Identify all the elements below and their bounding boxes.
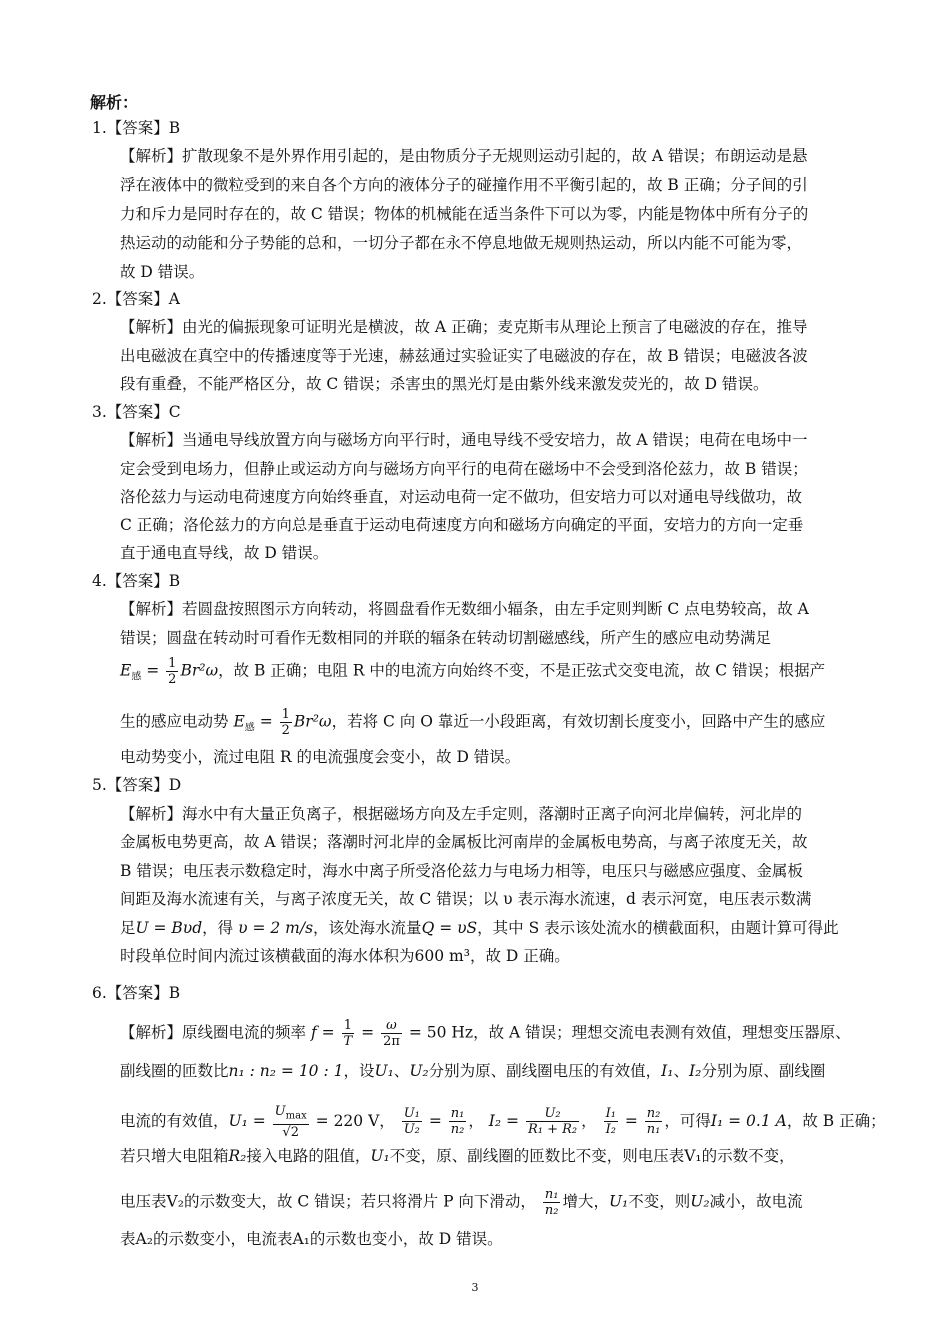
explanation-line: 错误；圆盘在转动时可看作无数相同的并联的辐条在转动切割磁感线，所产生的感应电动势满足 (120, 629, 772, 647)
explanation-line: 若只增大电阻箱R₂接入电路的阻值，U₁不变，原、副线圈的匝数比不变，则电压表V₁的示数不变， (120, 1147, 795, 1165)
explanation-line: 电压表V₂的示数变大，故 C 错误；若只将滑片 P 向下滑动， $\frac{\text{n₁}}{\text{n₂}}$ 增大，U₁不变，则U₂减小，故电流 (120, 1187, 803, 1218)
explanation-line: 段有重叠，不能严格区分，故 C 错误；杀害虫的黑光灯是由紫外线来激发荧光的，故 D 错误。 (120, 375, 769, 393)
explanation-line: 电动势变小，流过电阻 R 的电流强度会变小，故 D 错误。 (120, 748, 521, 766)
fraction-half: $\frac{1}{2}$ (168, 656, 177, 687)
explanation-line: 【解析】由光的偏振现象可证明光是横波，故 A 正确；麦克斯韦从理论上预言了电磁波的存在，推导 (120, 318, 808, 336)
section-heading: 解析： (90, 93, 139, 112)
page-number: 3 (471, 1281, 479, 1294)
explanation-line: 出电磁波在真空中的传播速度等于光速，赫兹通过实验证实了电磁波的存在，故 B 错误；电磁波各波 (120, 347, 808, 365)
answer-2: 2.【答案】A (92, 290, 180, 308)
explanation-line: 热运动的动能和分子势能的总和，一切分子都在永不停息地做无规则热运动，所以内能不可能为零， (120, 234, 803, 252)
fraction-half: $\frac{1}{2}$ (281, 707, 290, 738)
explanation-line: 故 D 错误。 (120, 263, 205, 281)
explanation-line: 洛伦兹力与运动电荷速度方向始终垂直，对运动电荷一定不做功，但安培力可以对通电导线做功，故 (120, 488, 803, 506)
explanation-line: B 错误；电压表示数稳定时，海水中离子所受洛伦兹力与电场力相等，电压只与磁感应强度、金属板 (120, 862, 803, 880)
explanation-line: 【解析】当通电导线放置方向与磁场方向平行时，通电导线不受安培力，故 A 错误；电荷在电场中一 (120, 431, 808, 449)
explanation-line: 直于通电直导线，故 D 错误。 (120, 544, 329, 562)
explanation-line: 【解析】扩散现象不是外界作用引起的，是由物质分子无规则运动引起的，故 A 错误；布朗运动是悬 (120, 147, 808, 165)
explanation-line: 金属板电势更高，故 A 错误；落潮时河北岸的金属板比河南岸的金属板电势高，与离子浓度无关，故 (120, 833, 808, 851)
explanation-line: 浮在液体中的微粒受到的来自各个方向的液体分子的碰撞作用不平衡引起的，故 B 正确；分子间的引 (120, 176, 808, 194)
explanation-line: 表A₂的示数变小，电流表A₁的示数也变小，故 D 错误。 (120, 1230, 503, 1248)
explanation-line: 足U = Bυd，得 υ = 2 m/s，该处海水流量Q = υS，其中 S 表示该处流水的横截面积，由题计算可得此 (120, 919, 839, 937)
explanation-line: 定会受到电场力，但静止或运动方向与磁场方向平行的电荷在磁场中不会受到洛伦兹力，故 B 错误； (120, 460, 808, 478)
explanation-line: 【解析】海水中有大量正负离子，根据磁场方向及左手定则，落潮时正离子向河北岸偏转，河北岸的 (120, 805, 803, 823)
explanation-line: 生的感应电动势 $E_感$ = $\frac{1}{2}$ Br²ω，若将 C 向 O 靠近一小段距离，有效切割长度变小，回路中产生的感应 (120, 707, 826, 738)
explanation-line: 副线圈的匝数比n₁ : n₂ = 10 : 1，设U₁、U₂分别为原、副线圈电压的有效值，I₁、I₂分别为原、副线圈 (120, 1062, 826, 1080)
explanation-line: 时段单位时间内流过该横截面的海水体积为600 m³，故 D 正确。 (120, 947, 570, 965)
explanation-line: 力和斥力是同时存在的，故 C 错误；物体的机械能在适当条件下可以为零，内能是物体中所有分子的 (120, 205, 809, 223)
answer-6: 6.【答案】B (92, 984, 181, 1002)
explanation-line: 【解析】若圆盘按照图示方向转动，将圆盘看作无数细小辐条，由左手定则判断 C 点电势较高，故 A (120, 600, 809, 618)
explanation-line: $E_感$ = $\frac{1}{2}$ Br²ω，故 B 正确；电阻 R 中的电流方向始终不变，不是正弦式交变电流，故 C 错误；根据产 (120, 656, 826, 687)
explanation-line: 间距及海水流速有关，与离子浓度无关，故 C 错误；以 υ 表示海水流速，d 表示河宽，电压表示数满 (120, 890, 812, 908)
answer-5: 5.【答案】D (92, 776, 182, 794)
answer-3: 3.【答案】C (92, 403, 181, 421)
explanation-line: 【解析】原线圈电流的频率 f = $\frac{1}{T}$ = $\frac{\omega}{2\pi}$ = 50 Hz，故 A 错误；理想交流电表测有效值，理想变压器原、 (120, 1018, 851, 1049)
answer-1: 1.【答案】B (92, 119, 181, 137)
answer-4: 4.【答案】B (92, 572, 181, 590)
explanation-line: C 正确；洛伦兹力的方向总是垂直于运动电荷速度方向和磁场方向确定的平面，安培力的方向一定垂 (120, 516, 804, 534)
explanation-line: 电流的有效值，U₁ = $\frac{U_{max}}{√2}$ = 220 V， $\frac{\text{U₁}}{\text{U₂}}$ = $\frac{\text{n₁}}{\text{n₂}}$ ， I₂ = $\frac{\text{U₂}}{\text{R₁ + R₂}}$ ， $\frac{\text{I₁}}{\text{I₂}}$ = $\frac{\text{n₂}}{\text{n₁}}$ ，可得I₁ = 0.1 A，故 B 正确； (120, 1104, 886, 1140)
